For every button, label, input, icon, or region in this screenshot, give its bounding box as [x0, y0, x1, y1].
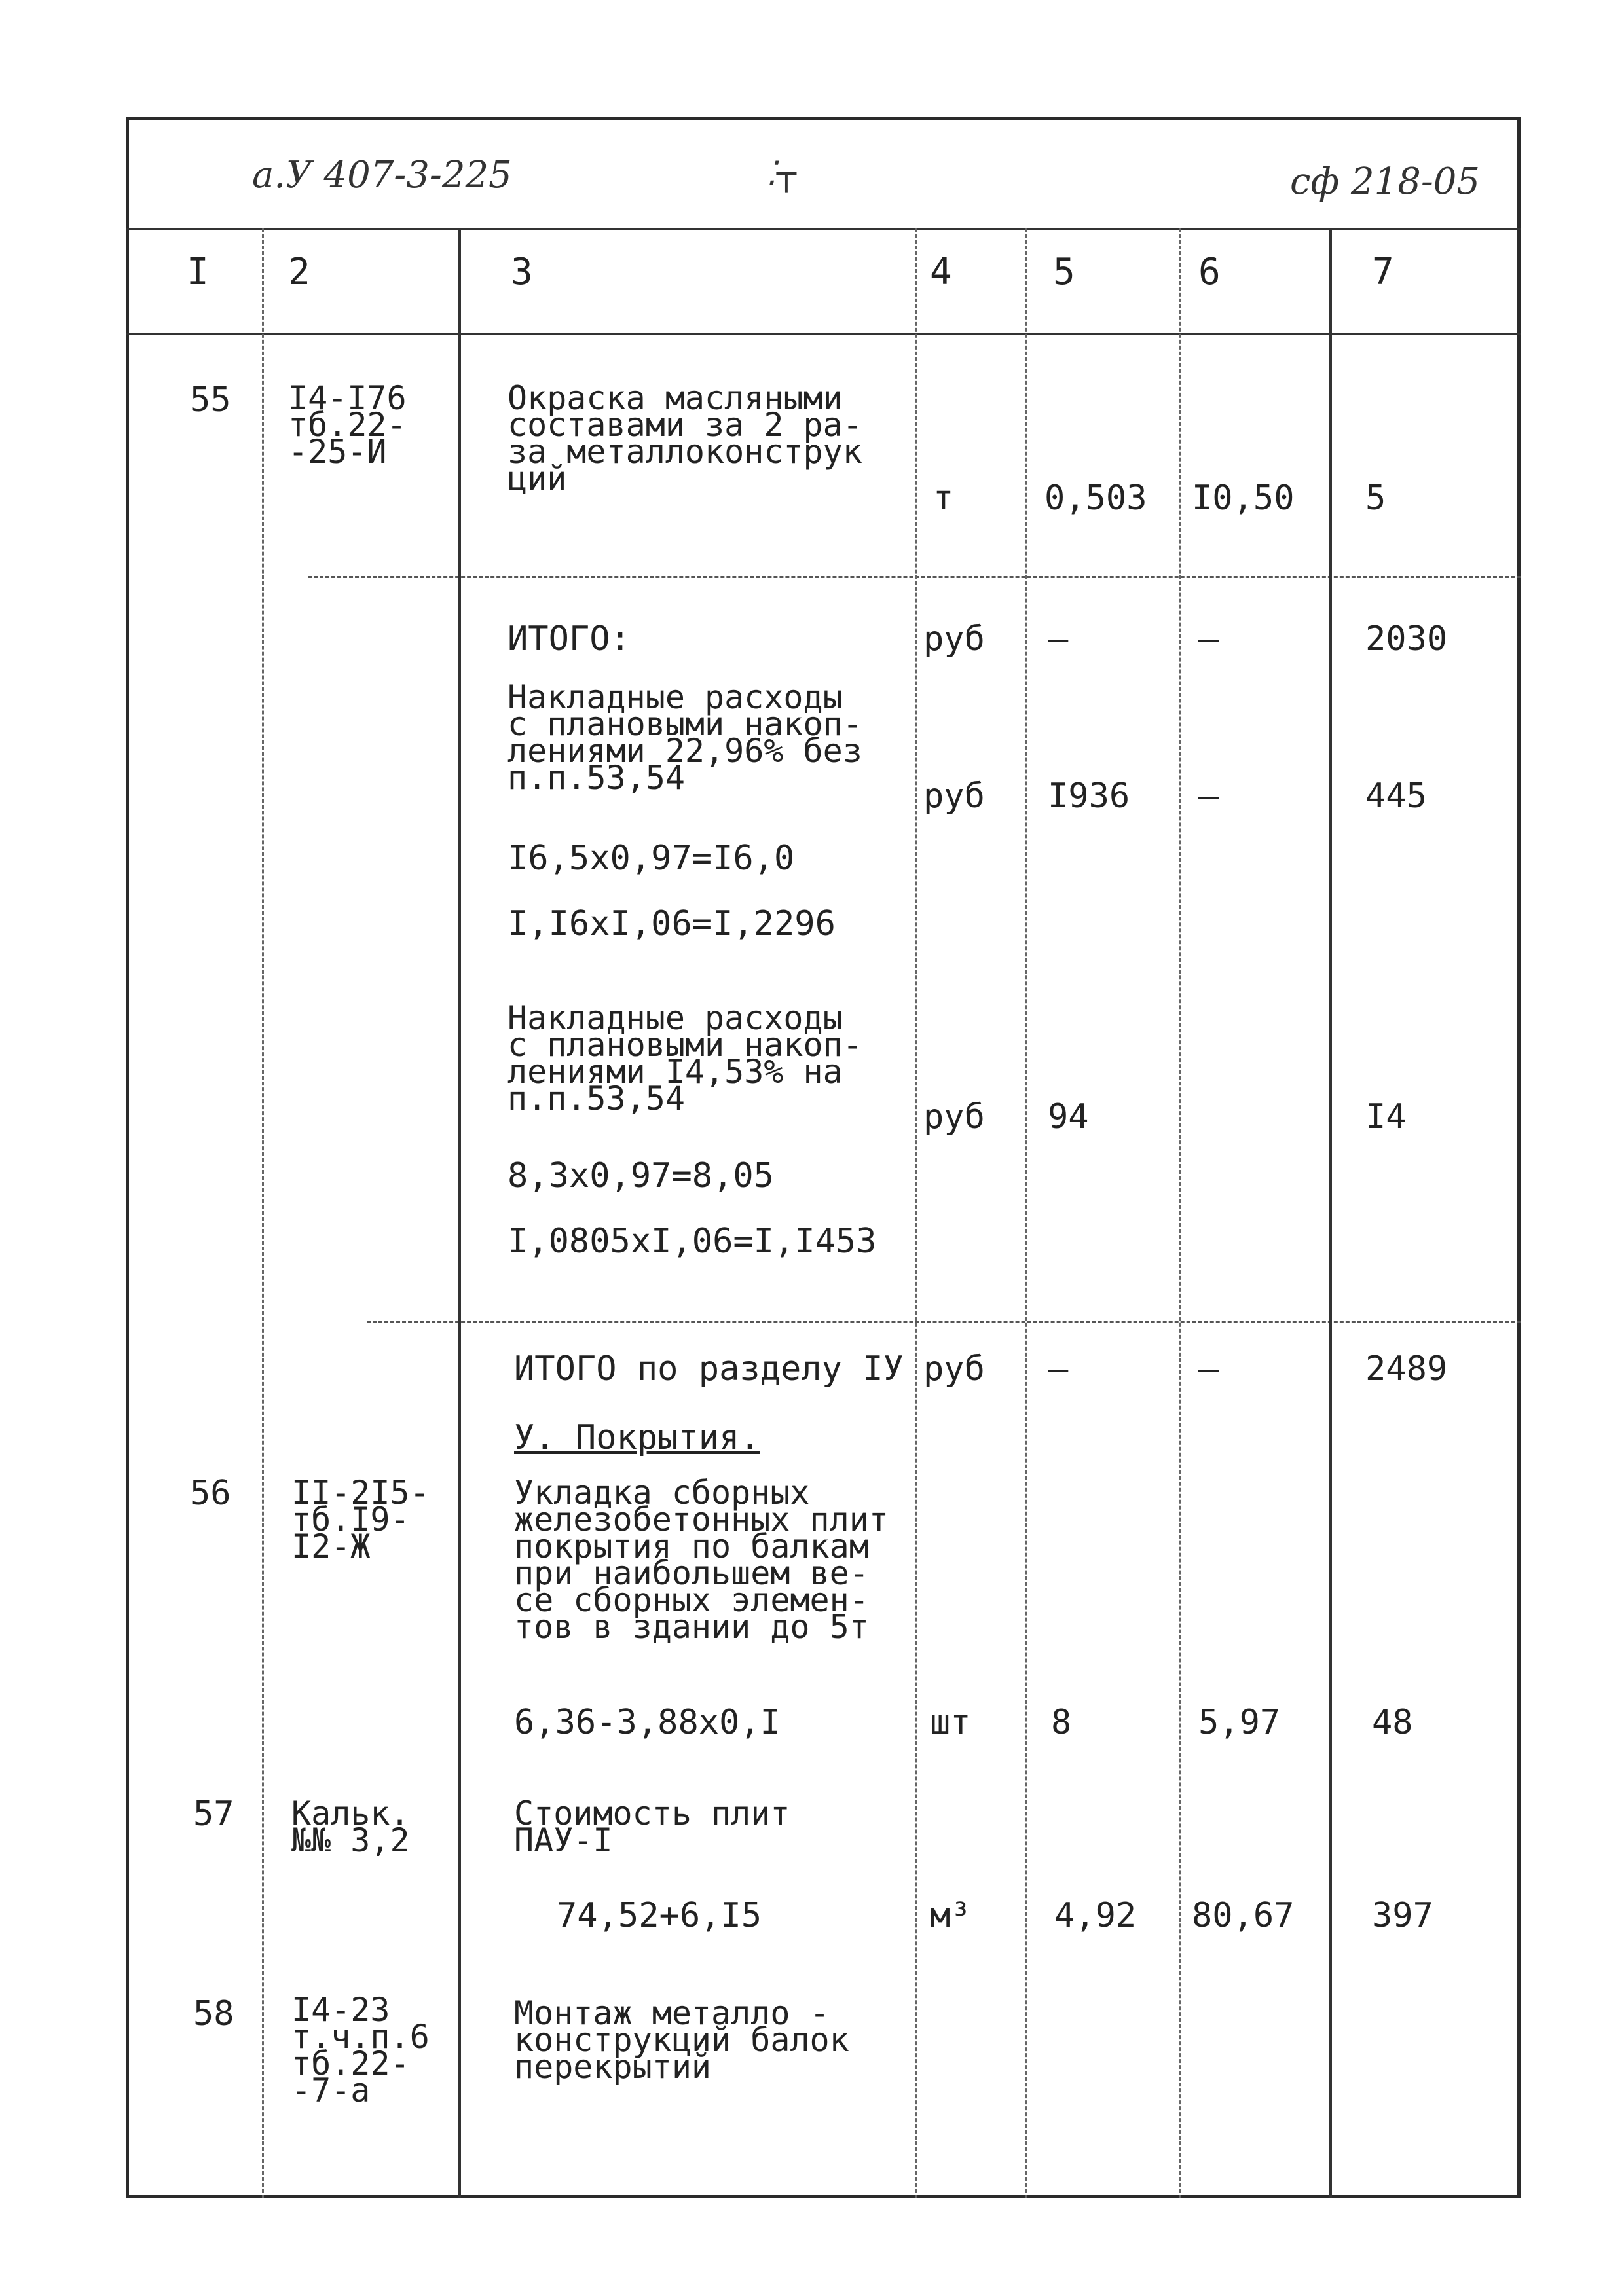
- total: 2489: [1365, 1349, 1448, 1389]
- quantity: 4,92: [1054, 1896, 1137, 1935]
- column-header: 4: [930, 251, 952, 293]
- calculation: I,0805xI,06=I,I453: [507, 1222, 877, 1261]
- unit: т: [933, 479, 954, 518]
- stamp-mark: ⁚┬: [766, 155, 796, 192]
- work-description: Накладные расходы с плановыми накоп- лениями 22,96% без п.п.53,54: [507, 678, 862, 797]
- unit: руб: [923, 619, 985, 659]
- calculation: I,I6xI,06=I,2296: [507, 904, 836, 943]
- total: I4: [1365, 1097, 1407, 1137]
- unit: руб: [923, 1349, 985, 1389]
- header-rule: [126, 228, 1521, 230]
- column-header-rule: [126, 333, 1521, 335]
- calculation: 74,52+6,I5: [557, 1896, 762, 1935]
- total: 397: [1372, 1896, 1433, 1935]
- calculation: 8,3x0,97=8,05: [507, 1156, 774, 1195]
- unit-price: –: [1198, 1349, 1219, 1389]
- rate-code: I4-23 т.ч.п.6 тб.22- -7-а: [291, 1991, 430, 2109]
- quantity: 94: [1048, 1097, 1089, 1137]
- row-number: 55: [190, 380, 231, 420]
- column-divider: [915, 228, 917, 2198]
- unit-price: I0,50: [1192, 479, 1295, 518]
- section-heading: У. Покрытия.: [514, 1418, 760, 1457]
- column-header: 5: [1053, 251, 1075, 293]
- column-header: 3: [511, 251, 533, 293]
- total: 2030: [1365, 619, 1448, 659]
- work-description: Монтаж металло - конструкций балок перекрытий: [514, 1994, 849, 2086]
- unit-price: 5,97: [1198, 1703, 1281, 1742]
- row-number: 56: [190, 1474, 231, 1513]
- column-divider: [1329, 228, 1332, 2198]
- total: 48: [1372, 1703, 1413, 1742]
- column-divider: [262, 228, 264, 2198]
- work-description: Окраска масляными составами за 2 ра- за металлоконструк ций: [507, 379, 862, 498]
- quantity: –: [1048, 1349, 1069, 1389]
- unit-price: –: [1198, 776, 1219, 816]
- unit-price: 80,67: [1192, 1896, 1295, 1935]
- work-description: Стоимость плит ПАУ-I: [514, 1795, 790, 1859]
- sheet-code: сф 218-05: [1290, 160, 1481, 203]
- rate-code: I4-I76 тб.22- -25-И: [288, 379, 407, 471]
- calculation: 6,36-3,88x0,I: [514, 1703, 781, 1742]
- calculation: I6,5x0,97=I6,0: [507, 839, 795, 878]
- unit: руб: [923, 776, 985, 816]
- row-number: 57: [193, 1795, 234, 1834]
- column-divider: [1025, 228, 1027, 2198]
- unit: руб: [923, 1097, 985, 1137]
- column-divider: [458, 228, 461, 2198]
- quantity: I936: [1048, 776, 1130, 816]
- unit-price: –: [1198, 619, 1219, 659]
- column-header: 6: [1198, 251, 1221, 293]
- rate-code: Кальк. №№ 3,2: [291, 1795, 410, 1859]
- unit: шт: [930, 1703, 971, 1742]
- work-description: ИТОГО:: [507, 619, 631, 659]
- total: 445: [1365, 776, 1427, 816]
- quantity: –: [1048, 619, 1069, 659]
- work-description: Накладные расходы с плановыми накоп- лениями I4,53% на п.п.53,54: [507, 999, 862, 1118]
- column-header: I: [187, 251, 209, 293]
- quantity: 8: [1051, 1703, 1072, 1742]
- quantity: 0,503: [1044, 479, 1147, 518]
- row-divider: [367, 1321, 1521, 1323]
- rate-code: II-2I5- тб.I9- I2-Ж: [291, 1474, 430, 1565]
- total: 5: [1365, 479, 1386, 518]
- row-divider: [308, 576, 1521, 578]
- document-code: а.У 407-3-225: [252, 154, 512, 196]
- unit: м³: [930, 1896, 971, 1935]
- column-header: 7: [1372, 251, 1394, 293]
- work-description: Укладка сборных железобетонных плит покрытия по балкам при наибольшем ве- се сборных элемен- тов в здании до 5т: [514, 1474, 889, 1646]
- column-header: 2: [288, 251, 310, 293]
- section-total-label: ИТОГО по разделу IУ: [514, 1349, 904, 1389]
- column-divider: [1179, 228, 1181, 2198]
- row-number: 58: [193, 1994, 234, 2033]
